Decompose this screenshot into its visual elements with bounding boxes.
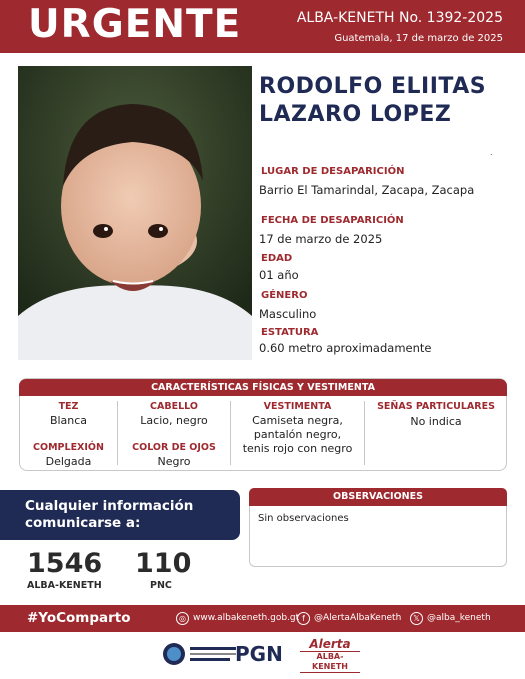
contact-line2: comunicarse a: <box>25 515 141 531</box>
phone-label-pnc: PNC <box>150 580 172 591</box>
field-value-place: Barrio El Tamarindal, Zacapa, Zacapa <box>259 183 475 197</box>
field-value-date: 17 de marzo de 2025 <box>259 232 383 246</box>
senas-label: SEÑAS PARTICULARES <box>377 401 495 412</box>
vestimenta-label: VESTIMENTA <box>263 401 332 412</box>
senas-value: No indica <box>410 415 462 428</box>
cabello-value: Lacio, negro <box>140 414 208 427</box>
field-label-age: EDAD <box>261 253 293 264</box>
field-label-gender: GÉNERO <box>261 290 308 301</box>
pgn-logo: PGN <box>235 642 283 666</box>
alerta-logo <box>300 638 360 670</box>
person-name-line2: LAZARO LOPEZ <box>259 102 452 127</box>
website-link[interactable]: www.albakeneth.gob.gt <box>193 613 300 623</box>
field-label-height: ESTATURA <box>261 327 319 338</box>
x-icon: 𝕏 <box>410 612 423 625</box>
phone-number-pnc: 110 <box>135 548 192 579</box>
government-logo <box>160 638 240 670</box>
vestimenta-line: Camiseta negra, <box>252 414 343 427</box>
contact-text <box>25 498 235 532</box>
facebook-link[interactable]: @AlertaAlbaKeneth <box>314 613 402 623</box>
tez-value: Blanca <box>49 414 88 427</box>
ojos-value: Negro <box>157 455 191 468</box>
alerta-logo-line1: Alerta <box>309 637 351 651</box>
phone-label-alba: ALBA-KENETH <box>27 580 102 591</box>
complexion-value: Delgada <box>45 455 92 468</box>
person-name <box>259 73 509 129</box>
case-number: ALBA-KENETH No. 1392-2025 <box>296 10 503 26</box>
x-link[interactable]: @alba_keneth <box>427 613 491 623</box>
place-date: Guatemala, 17 de marzo de 2025 <box>334 33 503 44</box>
alerta-logo-line2: ALBA-KENETH <box>300 651 360 673</box>
stray-dot: . <box>490 148 493 157</box>
cabello-label: CABELLO <box>150 401 198 412</box>
facebook-icon: f <box>297 612 310 625</box>
field-label-date: FECHA DE DESAPARICIÓN <box>261 215 404 226</box>
field-value-gender: Masculino <box>259 307 317 321</box>
contact-line1: Cualquier información <box>25 498 194 514</box>
field-label-place: LUGAR DE DESAPARICIÓN <box>261 166 405 177</box>
field-value-age: 01 año <box>259 268 299 282</box>
tez-label: TEZ <box>58 401 79 412</box>
field-value-height: 0.60 metro aproximadamente <box>259 341 432 355</box>
complexion-label: COMPLEXIÓN <box>33 442 104 453</box>
person-name-line1: RODOLFO ELIITAS <box>259 74 487 99</box>
missing-person-photo <box>18 66 252 360</box>
observations-value: Sin observaciones <box>258 513 349 524</box>
characteristics-title: CARACTERÍSTICAS FÍSICAS Y VESTIMENTA <box>19 379 507 396</box>
vestimenta-line: tenis rojo con negro <box>242 442 353 455</box>
vestimenta-value <box>231 414 364 456</box>
observations-title: OBSERVACIONES <box>249 488 507 506</box>
vestimenta-line: pantalón negro, <box>253 428 342 441</box>
phone-number-alba: 1546 <box>27 548 103 579</box>
ojos-label: COLOR DE OJOS <box>132 442 216 453</box>
globe-icon: ◎ <box>176 612 189 625</box>
urgent-title: URGENTE <box>28 2 242 47</box>
hashtag: #YoComparto <box>27 610 131 626</box>
